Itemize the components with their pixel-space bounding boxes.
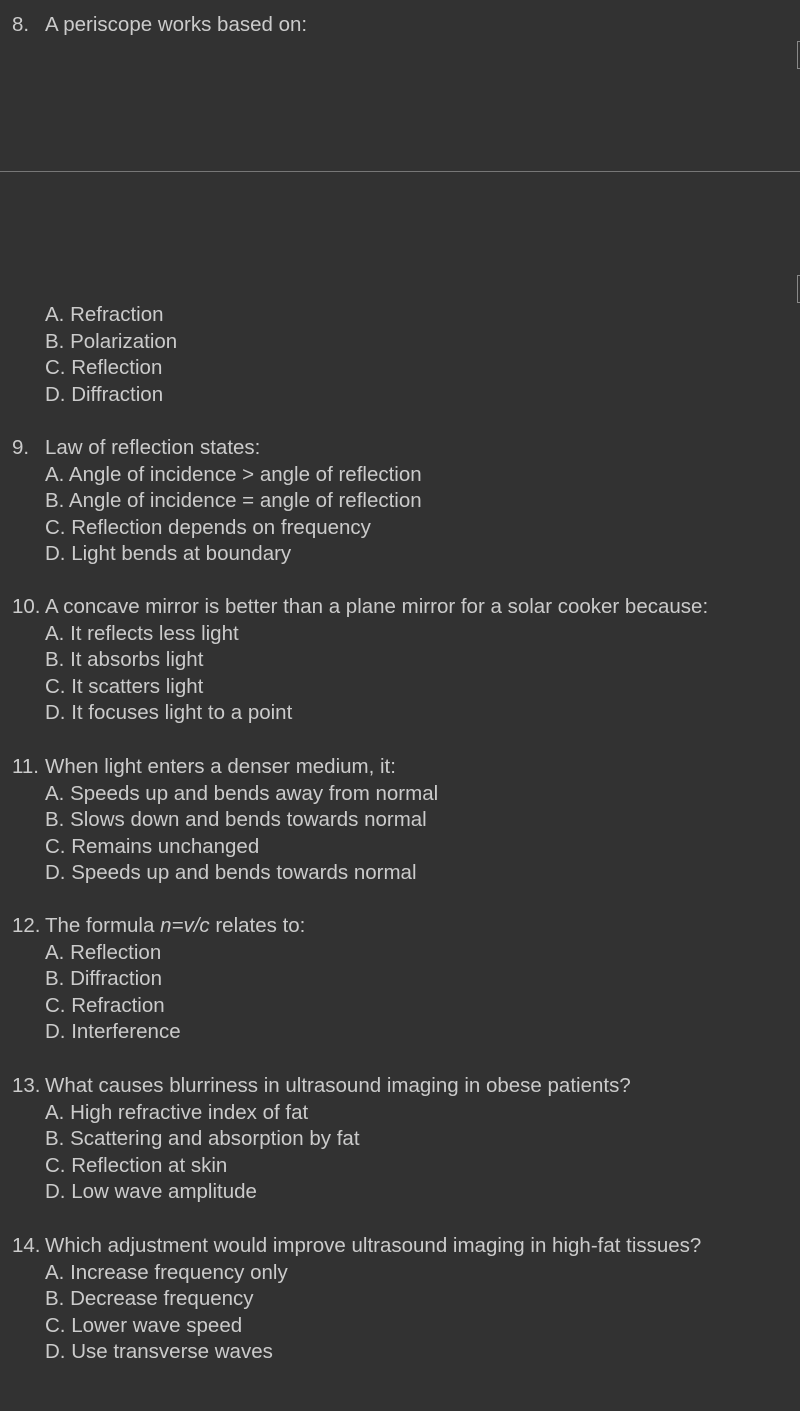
- question-text: When light enters a denser medium, it:: [45, 755, 396, 778]
- option: D. It focuses light to a point: [45, 701, 293, 724]
- option: A. Increase frequency only: [45, 1260, 288, 1284]
- option: B. Slows down and bends towards normal: [45, 808, 427, 831]
- option: D. Light bends at boundary: [45, 542, 292, 565]
- option: B. It absorbs light: [45, 648, 204, 671]
- option: A. It reflects less light: [45, 621, 239, 645]
- option: D. Interference: [45, 1020, 181, 1043]
- option: C. Reflection at skin: [45, 1153, 228, 1177]
- question-12: [0, 913, 800, 1046]
- option: B. Scattering and absorption by fat: [45, 1127, 360, 1150]
- question-text: A periscope works based on:: [45, 13, 308, 36]
- formula: n=v/c: [160, 914, 210, 937]
- option: A. High refractive index of fat: [45, 1100, 309, 1124]
- question-text: A concave mirror is better than a plane mirror for a solar cooker because:: [45, 595, 709, 618]
- question-text: Which adjustment would improve ultrasound imaging in high-fat tissues?: [45, 1234, 702, 1257]
- option: C. It scatters light: [45, 674, 204, 698]
- question-14: [0, 1233, 800, 1366]
- option: A. Speeds up and bends away from normal: [45, 781, 439, 805]
- question-8-options: [0, 302, 800, 408]
- option: D. Speeds up and bends towards normal: [45, 861, 417, 884]
- option: B. Angle of incidence = angle of reflection: [45, 489, 422, 512]
- option: D. Use transverse waves: [45, 1340, 273, 1363]
- question-number: 13.: [12, 1074, 41, 1097]
- question-text: What causes blurriness in ultrasound imaging in obese patients?: [45, 1074, 631, 1097]
- page-divider: [0, 171, 800, 172]
- question-text-after: relates to:: [209, 914, 306, 937]
- option: D. Diffraction: [45, 382, 164, 406]
- option: A. Refraction: [45, 303, 164, 326]
- option: A. Reflection: [45, 940, 162, 964]
- option: A. Angle of incidence > angle of reflection: [45, 462, 422, 486]
- question-number: 8.: [12, 13, 30, 36]
- option: B. Decrease frequency: [45, 1287, 254, 1310]
- question-number: 10.: [12, 595, 41, 618]
- option: C. Refraction: [45, 993, 165, 1017]
- option: D. Low wave amplitude: [45, 1180, 257, 1203]
- option: C. Lower wave speed: [45, 1313, 243, 1337]
- option: B. Polarization: [45, 329, 178, 353]
- question-number: 11.: [12, 755, 39, 778]
- question-8: [0, 12, 800, 39]
- option: C. Reflection depends on frequency: [45, 515, 371, 539]
- question-number: 12.: [12, 914, 41, 937]
- question-number: 9.: [12, 436, 30, 459]
- question-11: [0, 754, 800, 887]
- question-10: [0, 594, 800, 727]
- option: C. Remains unchanged: [45, 834, 260, 858]
- question-13: [0, 1073, 800, 1206]
- question-text: [45, 913, 305, 940]
- question-text: Law of reflection states:: [45, 436, 261, 459]
- option: C. Reflection: [45, 356, 163, 379]
- question-text-before: The formula: [45, 914, 161, 937]
- question-number: 14.: [12, 1234, 41, 1257]
- question-9: [0, 435, 800, 568]
- option: B. Diffraction: [45, 967, 162, 990]
